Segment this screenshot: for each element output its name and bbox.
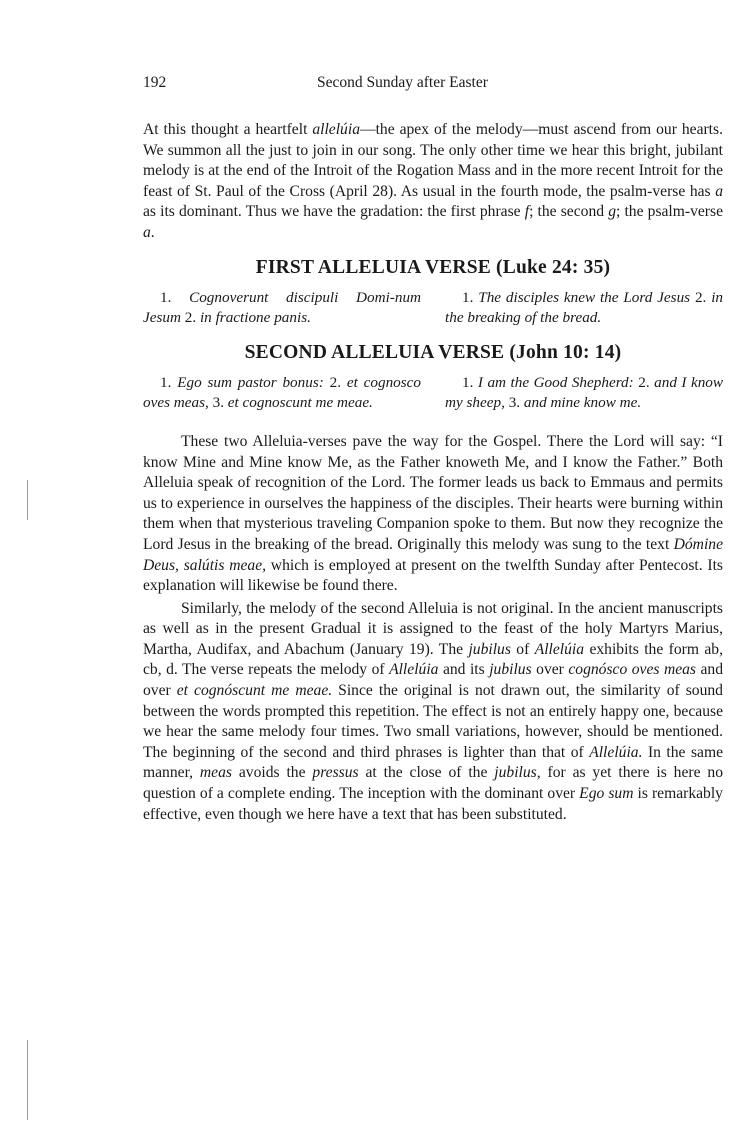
running-title: Second Sunday after Easter xyxy=(317,74,488,91)
page-number: 192 xyxy=(143,74,167,91)
page xyxy=(143,70,723,825)
body-paragraph-1: These two Alleluia-verses pave the way for the Gospel. There the Lord will say: “I know Mine and Mine know Me, as the Father knoweth Me, and I know the Father.” Both Alleluia speak of recognition of the Lord. The former leads us back to Emmaus and permits us to experience in ourselves the happiness of the disciples. Their hearts were burning within them when that mysterious traveling Companion spoke to them. But now they recognize the Lord Jesus in the breaking of the bread. Originally this melody was sung to the text Dómine Deus, salútis meae, which is employed at present on the twelfth Sunday after Pentecost. Its explanation will likewise be found there. xyxy=(143,432,723,595)
body-paragraph-2: Similarly, the melody of the second Alleluia is not original. In the ancient manuscripts as well as in the present Gradual it is assigned to the feast of the holy Martyrs Marius, Martha, Audifax, and Abachum (January 19). The jubilus of Allelúia exhibits the form ab, cb, d. The verse repeats the melody of Allelúia and its jubilus over cognósco oves meas and over et cognóscunt me meae. Since the original is not drawn out, the similarity of sound between the words prompted this repetition. The effect is not an entirely happy one, because we hear the same melody four times. Two small variations, however, should be mentioned. The beginning of the second and third phrases is lighter than that of Allelúia. In the same manner, meas avoids the pressus at the close of the jubilus, for as yet there is here no question of a complete ending. The inception with the dominant over Ego sum is remarkably effective, even though we here have a text that has been substituted. xyxy=(143,599,724,823)
running-header xyxy=(143,70,723,98)
first-verse-english: 1. The disciples knew the Lord Jesus 2. in the breaking of the bread. xyxy=(445,288,724,327)
intro-paragraph: At this thought a heartfelt allelúia—the apex of the melody—must ascend from our hearts. We summon all the just to join in our song. The only other time we hear this bright, jubilant melody is at the end of the Introit of the Rogation Mass and in the more recent Introit for the feast of St. Paul of the Cross (April 28). As usual in the fourth mode, the psalm-verse has a as its dominant. Thus we have the gradation: the first phrase f; the second g; the psalm-verse a. xyxy=(143,121,723,241)
first-verse-latin: 1. Cognoverunt discipuli Domi-num Jesum 2. in fractione panis. xyxy=(143,288,422,327)
scan-margin-line xyxy=(27,1040,28,1120)
second-verse-english: 1. I am the Good Shepherd: 2. and I know my sheep, 3. and mine know me. xyxy=(445,373,724,412)
second-verse-heading: SECOND ALLELUIA VERSE (John 10: 14) xyxy=(244,341,622,363)
first-verse-columns xyxy=(143,288,723,329)
second-verse-columns xyxy=(143,373,723,414)
scan-margin-line xyxy=(27,480,28,520)
second-verse-latin: 1. Ego sum pastor bonus: 2. et cognosco oves meas, 3. et cognoscunt me meae. xyxy=(143,373,422,412)
first-verse-heading: FIRST ALLELUIA VERSE (Luke 24: 35) xyxy=(255,256,611,278)
